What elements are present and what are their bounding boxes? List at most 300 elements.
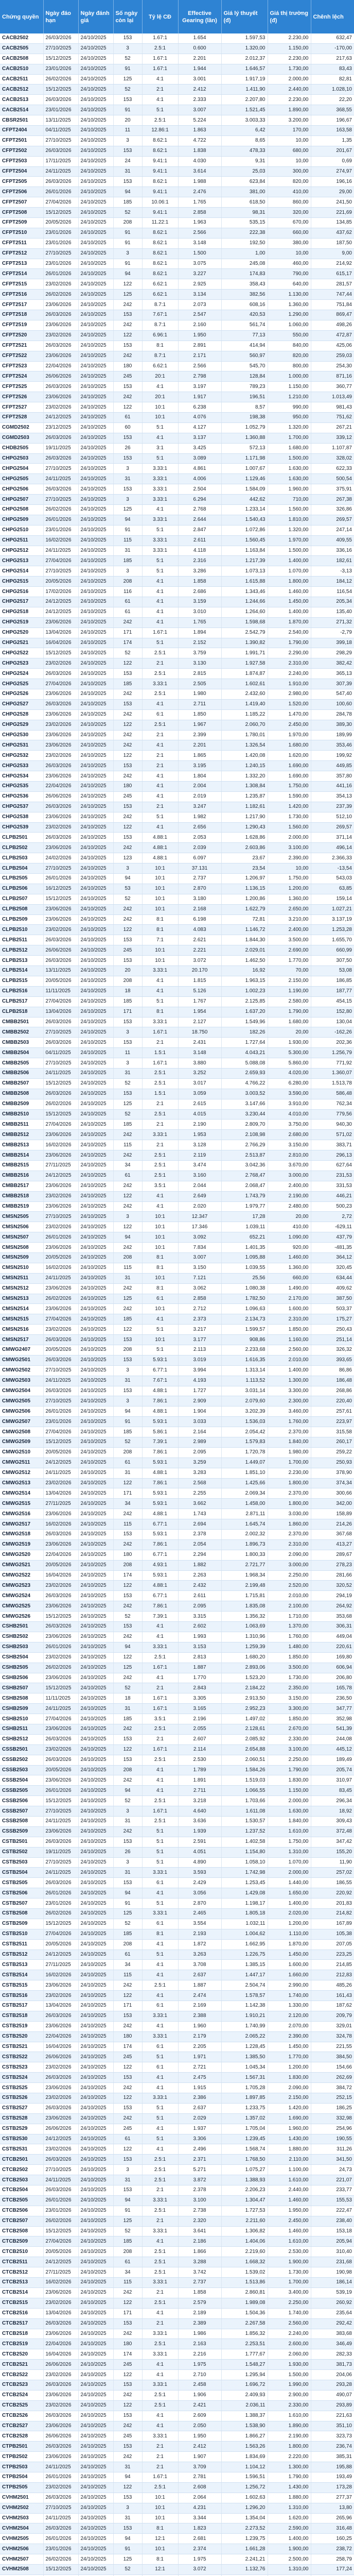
cell-valuation-date: 24/10/2025 bbox=[78, 279, 113, 290]
cell-maturity-date: 15/12/2025 bbox=[43, 2226, 78, 2236]
cell-effective-gearing: 2.637 bbox=[178, 2103, 221, 2113]
cell-theoretical-price: 1.661,28 bbox=[221, 2544, 268, 2554]
cell-market-price: 3.000,00 bbox=[268, 1560, 311, 1570]
cell-maturity-date: 23/06/2026 bbox=[43, 2021, 78, 2031]
cell-valuation-date: 24/10/2025 bbox=[78, 1048, 113, 1058]
cell-valuation-date: 24/10/2025 bbox=[78, 894, 113, 904]
cell-effective-gearing: 1.882 bbox=[178, 1560, 221, 1570]
cell-warrant-code: CVHM2503 bbox=[0, 2513, 43, 2523]
cell-warrant-code: CHPG2536 bbox=[0, 791, 43, 802]
table-row bbox=[0, 1786, 354, 1796]
cell-effective-gearing: 2.609 bbox=[178, 2411, 221, 2421]
cell-days-remaining: 52 bbox=[113, 208, 142, 218]
cell-days-remaining: 11 bbox=[113, 1048, 142, 1058]
cell-conversion-ratio: 7.86:1 bbox=[142, 1447, 178, 1458]
cell-effective-gearing: 2.611 bbox=[178, 1591, 221, 1601]
cell-effective-gearing: 2.386 bbox=[178, 2093, 221, 2104]
cell-difference: 271,32 bbox=[311, 617, 354, 628]
table-row bbox=[0, 863, 354, 874]
cell-difference: 622,33 bbox=[311, 464, 354, 474]
cell-theoretical-price: 1.356,32 bbox=[221, 1612, 268, 1622]
cell-theoretical-price: 1.549,96 bbox=[221, 1017, 268, 1027]
table-row bbox=[0, 2564, 354, 2574]
cell-difference: 281,66 bbox=[311, 1570, 354, 1581]
cell-difference: 258,79 bbox=[311, 2554, 354, 2565]
cell-days-remaining: 61 bbox=[113, 1950, 142, 1960]
cell-warrant-code: CTPB2503 bbox=[0, 2462, 43, 2472]
cell-valuation-date: 24/10/2025 bbox=[78, 1365, 113, 1376]
cell-maturity-date: 26/01/2026 bbox=[43, 269, 78, 279]
cell-market-price: 1.790,00 bbox=[268, 1007, 311, 1017]
cell-market-price: 2.540,00 bbox=[268, 628, 311, 638]
cell-maturity-date: 26/03/2026 bbox=[43, 1089, 78, 1099]
cell-valuation-date: 24/10/2025 bbox=[78, 228, 113, 238]
cell-maturity-date: 15/12/2025 bbox=[43, 1683, 78, 1693]
cell-warrant-code: CMWG2508 bbox=[0, 1427, 43, 1437]
cell-maturity-date: 23/01/2026 bbox=[43, 259, 78, 269]
cell-effective-gearing: 2.858 bbox=[178, 208, 221, 218]
cell-market-price: 1.880,00 bbox=[268, 2493, 311, 2503]
cell-valuation-date: 24/10/2025 bbox=[78, 2195, 113, 2206]
cell-warrant-code: CSTB2515 bbox=[0, 1980, 43, 1991]
cell-theoretical-price: 1.968,34 bbox=[221, 1570, 268, 1581]
cell-valuation-date: 24/10/2025 bbox=[78, 1437, 113, 1448]
cell-effective-gearing: 2.201 bbox=[178, 54, 221, 64]
cell-warrant-code: CMWG2520 bbox=[0, 1550, 43, 1560]
cell-maturity-date: 26/03/2026 bbox=[43, 1755, 78, 1765]
cell-valuation-date: 24/10/2025 bbox=[78, 2513, 113, 2523]
table-row bbox=[0, 1007, 354, 1017]
cell-days-remaining: 3 bbox=[113, 1396, 142, 1406]
cell-warrant-code: CMBB2505 bbox=[0, 1058, 43, 1069]
cell-effective-gearing: 3.872 bbox=[178, 2175, 221, 2185]
cell-days-remaining: 153 bbox=[113, 146, 142, 156]
cell-days-remaining: 122 bbox=[113, 2370, 142, 2380]
cell-theoretical-price: 1.536,03 bbox=[221, 1417, 268, 1427]
cell-difference: 195,88 bbox=[311, 2462, 354, 2472]
cell-market-price: 1.980,00 bbox=[268, 1447, 311, 1458]
cell-theoretical-price: 1.007,67 bbox=[221, 464, 268, 474]
cell-effective-gearing: 1.866 bbox=[178, 2247, 221, 2257]
cell-warrant-code: CSSB2504 bbox=[0, 1775, 43, 1786]
cell-theoretical-price: 2.504,74 bbox=[221, 1980, 268, 1991]
cell-days-remaining: 31 bbox=[113, 1273, 142, 1283]
cell-days-remaining: 94 bbox=[113, 187, 142, 197]
cell-valuation-date: 24/10/2025 bbox=[78, 504, 113, 515]
cell-market-price: 2.250,00 bbox=[268, 2298, 311, 2308]
cell-effective-gearing: 1.891 bbox=[178, 1775, 221, 1786]
cell-effective-gearing: 3.197 bbox=[178, 382, 221, 392]
header-valuation-date: Ngày đánh giá bbox=[78, 0, 113, 33]
cell-theoretical-price: 1.768,50 bbox=[221, 2155, 268, 2165]
table-row bbox=[0, 935, 354, 945]
cell-maturity-date: 23/02/2026 bbox=[43, 1581, 78, 1591]
cell-valuation-date: 24/10/2025 bbox=[78, 1345, 113, 1355]
cell-valuation-date: 24/10/2025 bbox=[78, 341, 113, 351]
cell-days-remaining: 242 bbox=[113, 904, 142, 914]
cell-theoretical-price: 1.513,86 bbox=[221, 2278, 268, 2288]
cell-theoretical-price: 1.240,15 bbox=[221, 761, 268, 771]
cell-days-remaining: 34 bbox=[113, 1160, 142, 1171]
cell-effective-gearing: 2.374 bbox=[178, 2544, 221, 2554]
cell-theoretical-price: 1.910,21 bbox=[221, 2011, 268, 2021]
cell-effective-gearing: 2.095 bbox=[178, 1447, 221, 1458]
cell-maturity-date: 23/06/2026 bbox=[43, 771, 78, 782]
cell-difference: 233,77 bbox=[311, 2185, 354, 2196]
cell-days-remaining: 153 bbox=[113, 1335, 142, 1345]
cell-effective-gearing: 3.554 bbox=[178, 1919, 221, 1929]
cell-maturity-date: 20/05/2026 bbox=[43, 1765, 78, 1775]
cell-days-remaining: 242 bbox=[113, 730, 142, 740]
cell-conversion-ratio: 8:1 bbox=[142, 1252, 178, 1263]
cell-theoretical-price: 1.163,84 bbox=[221, 546, 268, 556]
cell-days-remaining: 3 bbox=[113, 863, 142, 874]
table-row bbox=[0, 740, 354, 751]
cell-effective-gearing: 3.059 bbox=[178, 1089, 221, 1099]
cell-valuation-date: 24/10/2025 bbox=[78, 2308, 113, 2318]
cell-effective-gearing: 2.711 bbox=[178, 699, 221, 709]
cell-difference: 269,57 bbox=[311, 515, 354, 525]
cell-conversion-ratio: 8:1 bbox=[142, 1283, 178, 1294]
cell-warrant-code: CTCB2516 bbox=[0, 2308, 43, 2318]
cell-theoretical-price: 1.132,76 bbox=[221, 2564, 268, 2574]
cell-maturity-date: 15/12/2025 bbox=[43, 2564, 78, 2574]
cell-conversion-ratio: 3.33:1 bbox=[142, 2031, 178, 2042]
cell-market-price: 2.230,00 bbox=[268, 54, 311, 64]
cell-conversion-ratio: 5:1 bbox=[142, 556, 178, 566]
cell-warrant-code: CHPG2533 bbox=[0, 761, 43, 771]
cell-days-remaining: 91 bbox=[113, 2206, 142, 2216]
table-row bbox=[0, 2011, 354, 2021]
cell-warrant-code: CTCB2513 bbox=[0, 2278, 43, 2288]
cell-theoretical-price: 1.668,32 bbox=[221, 2257, 268, 2267]
cell-theoretical-price: 1.385,15 bbox=[221, 1960, 268, 1970]
cell-days-remaining: 242 bbox=[113, 689, 142, 700]
cell-conversion-ratio: 2:1 bbox=[142, 2185, 178, 2196]
cell-effective-gearing: 3.130 bbox=[178, 658, 221, 669]
cell-maturity-date: 24/11/2025 bbox=[43, 1468, 78, 1478]
table-row bbox=[0, 1427, 354, 1437]
cell-warrant-code: CLPB2508 bbox=[0, 904, 43, 914]
cell-days-remaining: 125 bbox=[113, 290, 142, 300]
cell-maturity-date: 26/01/2026 bbox=[43, 2195, 78, 2206]
cell-conversion-ratio: 8.7:1 bbox=[142, 300, 178, 310]
cell-maturity-date: 27/10/2025 bbox=[43, 863, 78, 874]
table-row bbox=[0, 84, 354, 95]
cell-theoretical-price: 2.241,21 bbox=[221, 2554, 268, 2565]
cell-warrant-code: CHPG2508 bbox=[0, 504, 43, 515]
cell-theoretical-price: 1.835,08 bbox=[221, 1601, 268, 1612]
cell-difference: 615,17 bbox=[311, 269, 354, 279]
table-row bbox=[0, 361, 354, 371]
cell-valuation-date: 24/10/2025 bbox=[78, 1560, 113, 1570]
cell-valuation-date: 24/10/2025 bbox=[78, 1755, 113, 1765]
table-row bbox=[0, 187, 354, 197]
cell-days-remaining: 242 bbox=[113, 2021, 142, 2031]
cell-effective-gearing: 1.960 bbox=[178, 2021, 221, 2031]
cell-warrant-code: CSTB2521 bbox=[0, 2042, 43, 2052]
cell-theoretical-price: 2.893,06 bbox=[221, 1663, 268, 1673]
cell-days-remaining: 242 bbox=[113, 2329, 142, 2339]
cell-maturity-date: 23/02/2026 bbox=[43, 1222, 78, 1232]
cell-market-price: 1.900,00 bbox=[268, 2544, 311, 2554]
cell-maturity-date: 26/01/2026 bbox=[43, 187, 78, 197]
cell-warrant-code: CTPB2502 bbox=[0, 2452, 43, 2462]
cell-maturity-date: 13/04/2026 bbox=[43, 1488, 78, 1499]
cell-days-remaining: 31 bbox=[113, 1068, 142, 1078]
cell-days-remaining: 208 bbox=[113, 976, 142, 986]
cell-valuation-date: 24/10/2025 bbox=[78, 382, 113, 392]
table-row bbox=[0, 1673, 354, 1683]
cell-difference: 383,68 bbox=[311, 2329, 354, 2339]
cell-market-price: 1.690,00 bbox=[268, 761, 311, 771]
table-row bbox=[0, 1437, 354, 1448]
cell-theoretical-price: 1.856,32 bbox=[221, 2329, 268, 2339]
table-row bbox=[0, 956, 354, 966]
cell-warrant-code: CTCB2510 bbox=[0, 2247, 43, 2257]
table-row bbox=[0, 2287, 354, 2298]
cell-difference: 571,02 bbox=[311, 1130, 354, 1140]
cell-difference: 1,35 bbox=[311, 135, 354, 146]
cell-valuation-date: 24/10/2025 bbox=[78, 2329, 113, 2339]
table-row bbox=[0, 2329, 354, 2339]
cell-valuation-date: 24/10/2025 bbox=[78, 2318, 113, 2329]
cell-maturity-date: 20/05/2026 bbox=[43, 1447, 78, 1458]
cell-conversion-ratio: 4.88:1 bbox=[142, 1406, 178, 1417]
cell-conversion-ratio: 6.96:1 bbox=[142, 330, 178, 341]
cell-conversion-ratio: 3.5:1 bbox=[142, 1714, 178, 1724]
cell-days-remaining: 3 bbox=[113, 2165, 142, 2175]
cell-theoretical-price: 72,81 bbox=[221, 914, 268, 925]
cell-effective-gearing: 2.496 bbox=[178, 2144, 221, 2155]
cell-conversion-ratio: 1.67:1 bbox=[142, 33, 178, 43]
cell-effective-gearing: 1.654 bbox=[178, 33, 221, 43]
table-row bbox=[0, 1212, 354, 1222]
table-row bbox=[0, 2195, 354, 2206]
cell-effective-gearing: 3.150 bbox=[178, 1263, 221, 1273]
cell-maturity-date: 24/12/2025 bbox=[43, 597, 78, 607]
cell-difference: 357,80 bbox=[311, 771, 354, 782]
cell-market-price: 1.000,00 bbox=[268, 371, 311, 382]
cell-theoretical-price: 1.154,80 bbox=[221, 1847, 268, 1857]
table-row bbox=[0, 1980, 354, 1991]
cell-maturity-date: 23/06/2026 bbox=[43, 689, 78, 700]
cell-valuation-date: 24/10/2025 bbox=[78, 1120, 113, 1130]
cell-days-remaining: 153 bbox=[113, 1386, 142, 1396]
cell-maturity-date: 13/04/2026 bbox=[43, 2001, 78, 2011]
cell-maturity-date: 24/11/2025 bbox=[43, 1868, 78, 1878]
cell-effective-gearing: 1.765 bbox=[178, 197, 221, 208]
cell-maturity-date: 27/10/2025 bbox=[43, 2165, 78, 2175]
cell-market-price: 2.310,00 bbox=[268, 1314, 311, 1325]
cell-valuation-date: 24/10/2025 bbox=[78, 2226, 113, 2236]
cell-market-price: 5.860,00 bbox=[268, 1058, 311, 1069]
table-row bbox=[0, 1642, 354, 1652]
cell-theoretical-price: 1.032,11 bbox=[221, 1919, 268, 1929]
cell-warrant-code: CMBB2508 bbox=[0, 1089, 43, 1099]
cell-warrant-code: CMWG2514 bbox=[0, 1488, 43, 1499]
cell-days-remaining: 122 bbox=[113, 2400, 142, 2411]
cell-days-remaining: 91 bbox=[113, 1899, 142, 1909]
cell-effective-gearing: 7.834 bbox=[178, 1243, 221, 1253]
cell-warrant-code: CFPT2520 bbox=[0, 330, 43, 341]
cell-maturity-date: 27/10/2025 bbox=[43, 1806, 78, 1817]
cell-theoretical-price: 17,28 bbox=[221, 1212, 268, 1222]
cell-difference: 13,80 bbox=[311, 2503, 354, 2513]
cell-days-remaining: 242 bbox=[113, 617, 142, 628]
cell-market-price: 1.400,00 bbox=[268, 607, 311, 617]
cell-days-remaining: 153 bbox=[113, 2493, 142, 2503]
cell-difference: 375,91 bbox=[311, 484, 354, 495]
cell-market-price: 2.400,00 bbox=[268, 925, 311, 935]
table-row bbox=[0, 607, 354, 617]
cell-valuation-date: 24/10/2025 bbox=[78, 1283, 113, 1294]
cell-market-price: 1.620,00 bbox=[268, 751, 311, 761]
cell-market-price: 1.400,00 bbox=[268, 556, 311, 566]
table-row bbox=[0, 2113, 354, 2124]
cell-valuation-date: 24/10/2025 bbox=[78, 1796, 113, 1806]
cell-theoretical-price: 1.458,00 bbox=[221, 1499, 268, 1509]
table-row bbox=[0, 1622, 354, 1632]
cell-theoretical-price: 1.646,57 bbox=[221, 64, 268, 74]
cell-market-price: 3.750,00 bbox=[268, 1120, 311, 1130]
cell-market-price: 1.450,00 bbox=[268, 597, 311, 607]
table-row bbox=[0, 64, 354, 74]
cell-maturity-date: 22/04/2026 bbox=[43, 2031, 78, 2042]
cell-days-remaining: 52 bbox=[113, 648, 142, 658]
cell-effective-gearing: 1.743 bbox=[178, 1509, 221, 1519]
cell-warrant-code: CFPT2528 bbox=[0, 412, 43, 422]
cell-market-price: 950,00 bbox=[268, 412, 311, 422]
cell-days-remaining: 153 bbox=[113, 95, 142, 105]
cell-market-price: 70,00 bbox=[268, 966, 311, 976]
cell-theoretical-price: 1.539,02 bbox=[221, 2267, 268, 2278]
cell-conversion-ratio: 10:1 bbox=[142, 884, 178, 894]
table-row bbox=[0, 2554, 354, 2565]
cell-days-remaining: 94 bbox=[113, 515, 142, 525]
cell-warrant-code: CSTB2503 bbox=[0, 1857, 43, 1868]
cell-difference: 222,47 bbox=[311, 2206, 354, 2216]
cell-difference: 940,30 bbox=[311, 1120, 354, 1130]
cell-conversion-ratio: 10:1 bbox=[142, 2544, 178, 2554]
cell-effective-gearing: 3.001 bbox=[178, 74, 221, 84]
cell-warrant-code: CMSN2513 bbox=[0, 1294, 43, 1304]
cell-conversion-ratio: 5:1 bbox=[142, 525, 178, 535]
cell-valuation-date: 24/10/2025 bbox=[78, 2493, 113, 2503]
cell-days-remaining: 208 bbox=[113, 1345, 142, 1355]
cell-maturity-date: 23/06/2026 bbox=[43, 2452, 78, 2462]
cell-market-price: 5.300,00 bbox=[268, 1048, 311, 1058]
cell-difference: 105,38 bbox=[311, 1929, 354, 1939]
table-row bbox=[0, 884, 354, 894]
cell-maturity-date: 23/02/2026 bbox=[43, 1478, 78, 1488]
cell-valuation-date: 24/10/2025 bbox=[78, 1550, 113, 1560]
cell-conversion-ratio: 3.33:1 bbox=[142, 2329, 178, 2339]
cell-warrant-code: CMWG2513 bbox=[0, 1478, 43, 1488]
cell-effective-gearing: 2.055 bbox=[178, 1724, 221, 1734]
cell-maturity-date: 26/03/2026 bbox=[43, 1335, 78, 1345]
cell-warrant-code: CLPB2509 bbox=[0, 914, 43, 925]
cell-market-price: 6.280,00 bbox=[268, 1078, 311, 1089]
cell-effective-gearing: 2.891 bbox=[178, 341, 221, 351]
table-row bbox=[0, 1283, 354, 1294]
cell-conversion-ratio: 8:1 bbox=[142, 2523, 178, 2534]
cell-theoretical-price: 1.696,72 bbox=[221, 2380, 268, 2390]
cell-difference: 264,92 bbox=[311, 1601, 354, 1612]
table-row bbox=[0, 904, 354, 914]
cell-warrant-code: CHPG2527 bbox=[0, 699, 43, 709]
cell-days-remaining: 52 bbox=[113, 84, 142, 95]
cell-maturity-date: 24/11/2025 bbox=[43, 2513, 78, 2523]
cell-valuation-date: 24/10/2025 bbox=[78, 1714, 113, 1724]
cell-effective-gearing: 3.759 bbox=[178, 648, 221, 658]
cell-conversion-ratio: 8:1 bbox=[142, 1929, 178, 1939]
cell-days-remaining: 153 bbox=[113, 484, 142, 495]
cell-conversion-ratio: 4:1 bbox=[142, 1939, 178, 1950]
cell-market-price: 2.290,00 bbox=[268, 648, 311, 658]
cell-valuation-date: 24/10/2025 bbox=[78, 2380, 113, 2390]
cell-valuation-date: 24/10/2025 bbox=[78, 146, 113, 156]
cell-conversion-ratio: 6:1 bbox=[142, 2062, 178, 2073]
cell-days-remaining: 242 bbox=[113, 1304, 142, 1314]
cell-effective-gearing: 1.887 bbox=[178, 1663, 221, 1673]
cell-effective-gearing: 1.838 bbox=[178, 146, 221, 156]
cell-valuation-date: 24/10/2025 bbox=[78, 843, 113, 853]
cell-difference: 182,61 bbox=[311, 556, 354, 566]
cell-warrant-code: CSTB2501 bbox=[0, 1837, 43, 1847]
cell-theoretical-price: 1.072,86 bbox=[221, 525, 268, 535]
cell-effective-gearing: 4.015 bbox=[178, 1109, 221, 1120]
cell-theoretical-price: 1.058,10 bbox=[221, 1857, 268, 1868]
table-row bbox=[0, 2339, 354, 2349]
cell-effective-gearing: 1.975 bbox=[178, 2554, 221, 2565]
cell-warrant-code: CMSN2508 bbox=[0, 1243, 43, 1253]
cell-valuation-date: 24/10/2025 bbox=[78, 1991, 113, 2001]
cell-maturity-date: 26/03/2026 bbox=[43, 1038, 78, 1048]
cell-market-price: 320,00 bbox=[268, 208, 311, 218]
cell-days-remaining: 153 bbox=[113, 935, 142, 945]
cell-effective-gearing: 2.201 bbox=[178, 740, 221, 751]
cell-valuation-date: 24/10/2025 bbox=[78, 2523, 113, 2534]
cell-theoretical-price: 1.504,36 bbox=[221, 2308, 268, 2318]
cell-market-price: 1.480,00 bbox=[268, 1642, 311, 1652]
cell-theoretical-price: 1.897,85 bbox=[221, 2093, 268, 2104]
cell-maturity-date: 20/05/2026 bbox=[43, 218, 78, 228]
cell-difference: 441,16 bbox=[311, 782, 354, 792]
cell-maturity-date: 26/03/2026 bbox=[43, 1878, 78, 1888]
cell-valuation-date: 24/10/2025 bbox=[78, 2236, 113, 2247]
cell-warrant-code: CSSB2502 bbox=[0, 1755, 43, 1765]
cell-warrant-code: CGMD2503 bbox=[0, 433, 43, 443]
cell-days-remaining: 180 bbox=[113, 1550, 142, 1560]
cell-theoretical-price: 1.596,51 bbox=[221, 2472, 268, 2482]
cell-difference: 250,93 bbox=[311, 1458, 354, 1468]
cell-conversion-ratio: 4:1 bbox=[142, 986, 178, 996]
cell-difference: 100,60 bbox=[311, 699, 354, 709]
cell-difference: 190,55 bbox=[311, 2134, 354, 2144]
cell-maturity-date: 26/03/2026 bbox=[43, 2155, 78, 2165]
cell-valuation-date: 24/10/2025 bbox=[78, 310, 113, 320]
table-row bbox=[0, 371, 354, 382]
table-row bbox=[0, 238, 354, 248]
cell-warrant-code: CHPG2510 bbox=[0, 525, 43, 535]
cell-valuation-date: 24/10/2025 bbox=[78, 1775, 113, 1786]
cell-warrant-code: CLPB2502 bbox=[0, 843, 43, 853]
table-row bbox=[0, 218, 354, 228]
cell-effective-gearing: 2.781 bbox=[178, 2472, 221, 2482]
cell-market-price: 1.770,00 bbox=[268, 2052, 311, 2062]
cell-warrant-code: CFPT2515 bbox=[0, 279, 43, 290]
